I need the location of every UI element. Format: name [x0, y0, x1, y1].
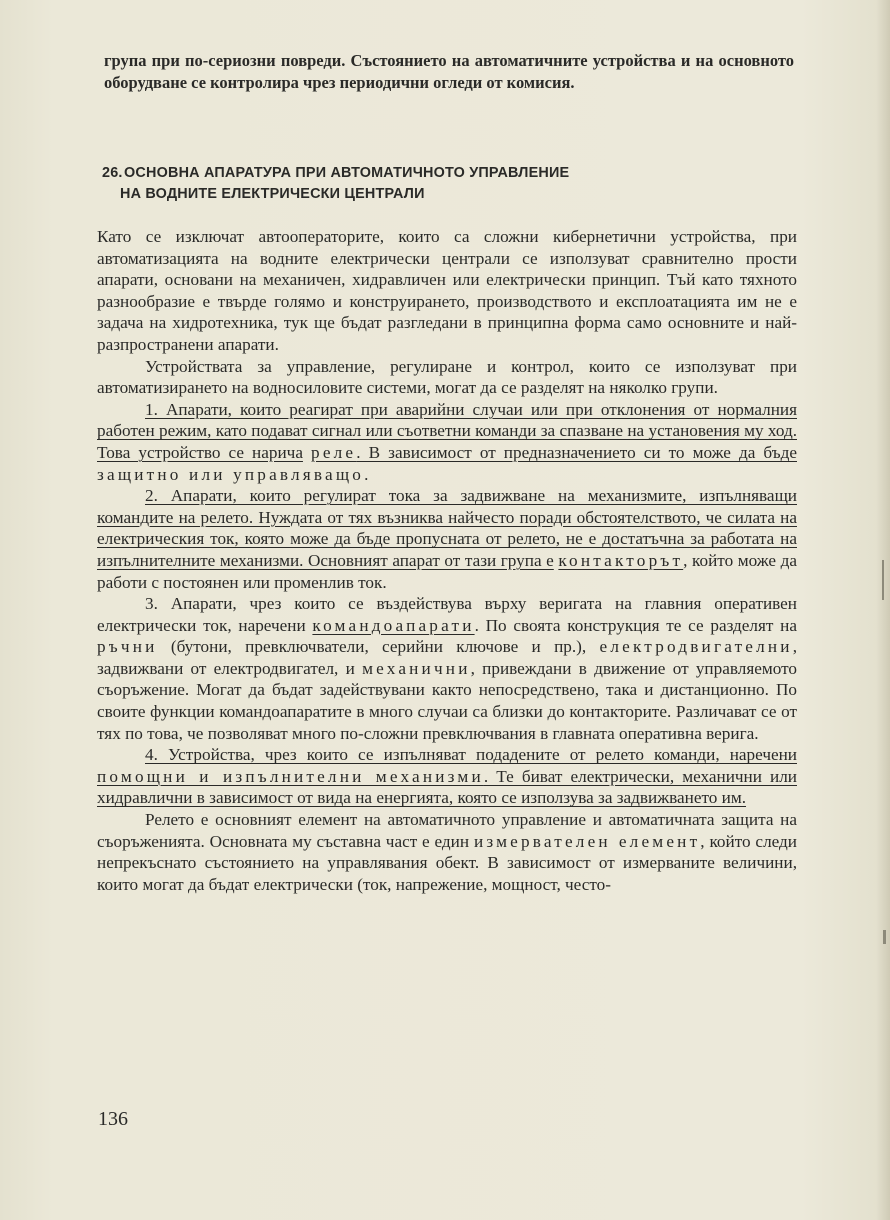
last-text-b: , който следи непрекъснато състоянието на управлявания обект. В зависимост от измерваните величини, които могат да бъдат електрически (ток, напрежение, мощност, често-: [97, 831, 797, 894]
list-item-1: [97, 399, 797, 485]
item1-text-b: . В зависимост от предназначението си то може да бъде: [356, 442, 797, 462]
list-item-3: [97, 593, 797, 744]
item4-term-aux: помощни и изпълнителни механизми: [97, 766, 484, 786]
item2-term-contactor: контакторът: [558, 550, 684, 570]
item3-text-e: , привеждани в движение от управляемото съоръжение. Могат да бъдат задействувани както непосредствено, така и дистанционно. По своите функции командоапаратите в много случаи са близки до контакторите. Различават се от тях по това, че позволяват много по-сложни превключвания в главната оперативна верига.: [97, 658, 797, 743]
margin-mark: [882, 560, 884, 600]
item1-text-a: 1. Апарати, които реагират при аварийни случаи или при отклонения от нормалния работен режим, като подават сигнал или съответни команди за спазване на установения му ход. Това устройство се нарича: [97, 399, 797, 462]
list-item-2: [97, 485, 797, 593]
paragraph-last: [97, 809, 797, 895]
intro-paragraph: [104, 50, 794, 94]
item3-term-motor: електродвигателни: [599, 637, 793, 657]
item4-text-a: 4. Устройства, чрез които се изпълняват подадените от релето команди, наречени: [145, 745, 797, 765]
item1-term-relay: реле: [311, 442, 357, 462]
body-text: [97, 226, 797, 895]
section-heading: [102, 163, 702, 205]
item1-text-c: .: [364, 464, 369, 484]
section-title-line1: ОСНОВНА АПАРАТУРА ПРИ АВТОМАТИЧНОТО УПРАВЛЕНИЕ: [124, 165, 570, 181]
item2-text-b: , който може да работи с постоянен или променлив ток.: [97, 550, 797, 592]
item3-text-b: . По своята конструкция те се разделят на: [474, 615, 797, 635]
item3-text-d: , задвижвани от електродвигател, и: [97, 637, 797, 678]
item3-text-a: 3. Апарати, чрез които се въздействува върху веригата на главния оперативен електрически ток, наречени: [97, 594, 797, 635]
intro-text: група при по-сериозни повреди. Състоянието на автоматичните устройства и на основното оборудване се контролира чрез периодични огледи от комисия.: [104, 51, 794, 92]
last-term-measuring: измервателен елемент: [473, 831, 701, 851]
item3-term-manual: ръчни: [97, 637, 158, 657]
margin-mark: [883, 930, 886, 944]
page-edge-shadow: [876, 0, 890, 1220]
item3-term-command: командоапарати: [312, 615, 475, 635]
list-item-4: [97, 744, 797, 809]
item3-text-c: (бутони, превключватели, серийни ключове и пр.),: [170, 637, 587, 657]
paragraph-2: Устройствата за управление, регулиране и контрол, които се използуват при автоматизирането на водносиловите системи, могат да се разделят на няколко групи.: [97, 356, 797, 398]
item3-term-mechanical: механични: [362, 658, 471, 678]
page-number: 136: [98, 1108, 128, 1130]
item4-text-b: . Те биват електрически, механични или хидравлични в зависимост от вида на енергията, която се използува за задвижването им.: [97, 766, 797, 808]
section-title-line2: НА ВОДНИТЕ ЕЛЕКТРИЧЕСКИ ЦЕНТРАЛИ: [120, 186, 425, 202]
last-text-a: Релето е основният елемент на автоматичното управление и автоматичната защита на съоръженията. Основната му съставна част е един: [97, 810, 797, 851]
item1-term-protective: защитно или управляващо: [97, 464, 365, 484]
paragraph-1: Като се изключат автооператорите, които са сложни кибернетични устройства, при автоматизацията на водните електрически централи се използуват сравнително прости апарати, основани на механичен, хидравличен или електрически принцип. Тъй като тяхното разнообразие е твърде голямо и конструирането, производството и експлоатацията им не е задача на хидротехника, тук ще бъдат разгледани в принципна форма само основните и най-разпространени апарати.: [97, 227, 797, 354]
item2-text-a: 2. Апарати, които регулират тока за задвижване на механизмите, изпълняващи командите на релето. Нуждата от тях възниква найчесто поради обстоятелството, че силата на електрическия ток, която може да бъде пропусната от релето, не е достатъчна за работата на изпълнителните механизми. Основният апарат от тази група е: [97, 486, 797, 570]
section-number: 26.: [102, 165, 123, 181]
